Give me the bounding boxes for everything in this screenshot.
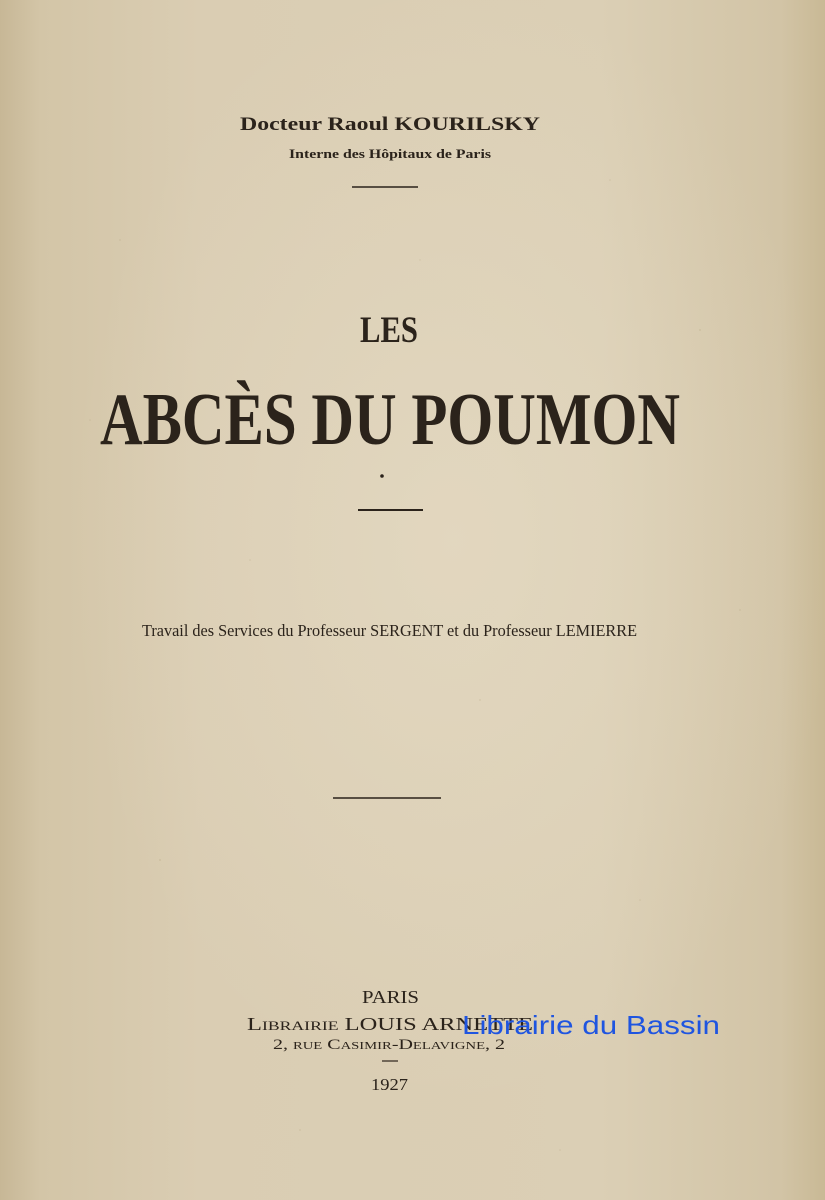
subtitle: Travail des Services du Professeur SERGENT et du Professeur LEMIERRE [142,621,637,640]
title-line-2: ABCÈS DU POUMON [100,379,680,461]
imprint-year: 1927 [371,1075,409,1094]
ornament-dot [380,474,384,478]
imprint-publisher: Librairie LOUIS ARNETTE [247,1014,533,1034]
watermark-text: Librairie du Bassin [462,1010,720,1040]
author-position: Interne des Hôpitaux de Paris [289,146,491,161]
author-name: Docteur Raoul KOURILSKY [240,114,541,135]
imprint-address: 2, rue Casimir-Delavigne, 2 [273,1037,505,1053]
title-line-1: LES [360,310,418,351]
imprint-city: PARIS [362,987,419,1007]
